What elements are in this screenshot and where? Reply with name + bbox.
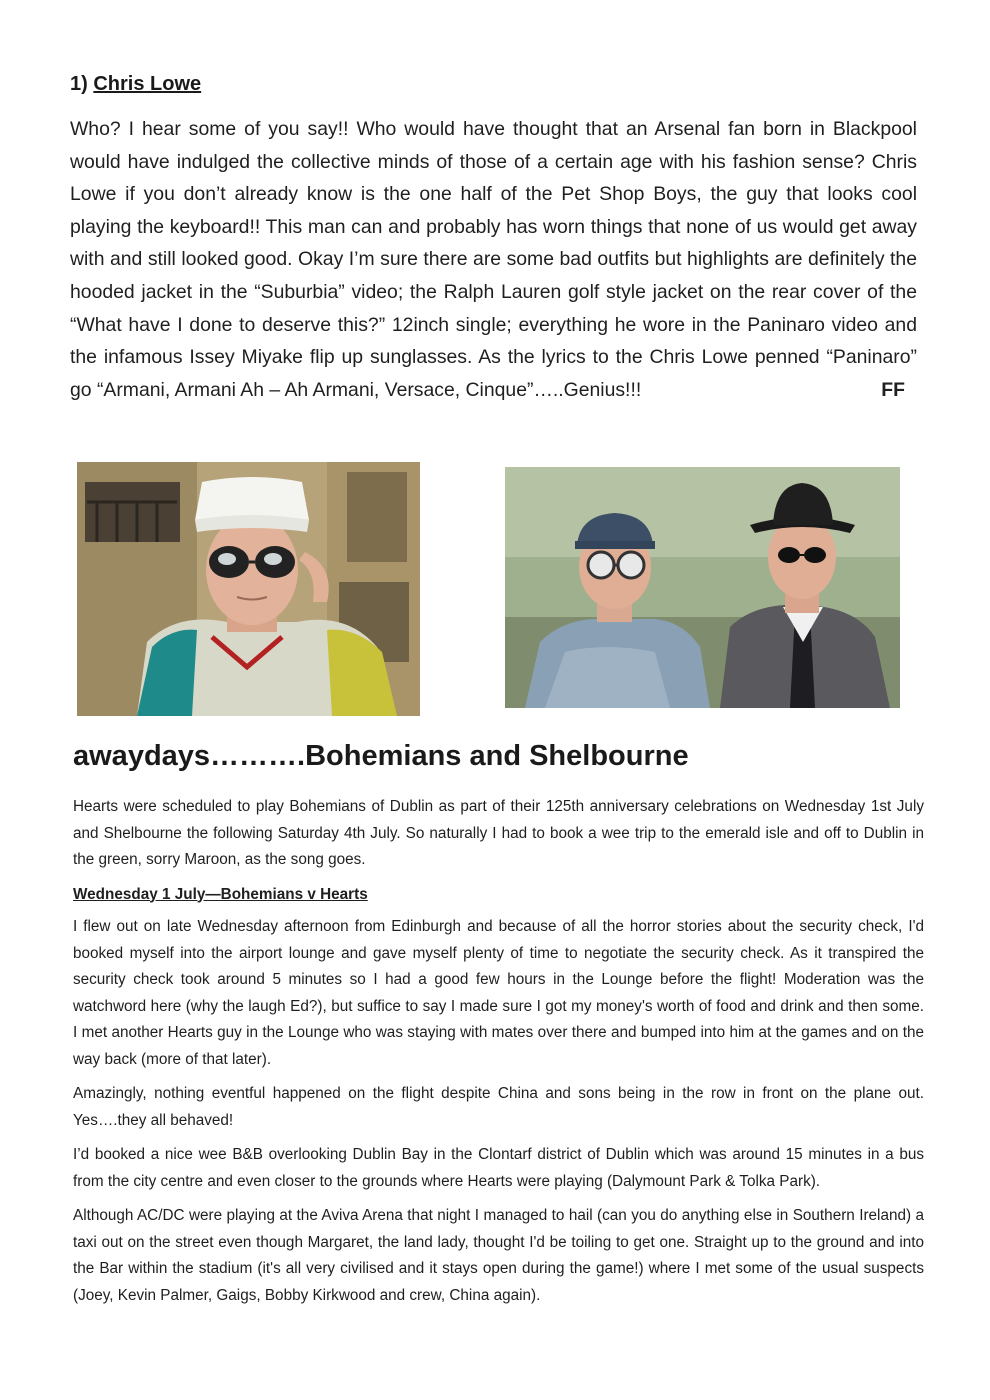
section-number: 1) bbox=[70, 73, 88, 95]
article-paragraph: I’d booked a nice wee B&B overlooking Dublin Bay in the Clontarf district of Dublin which was around 15 minutes in a bus from the city centre and even closer to the grounds where Hearts were playing (Dalymount Park & Tolka Park). bbox=[73, 1146, 924, 1190]
article-subheading: Wednesday 1 July—Bohemians v Hearts bbox=[73, 885, 368, 903]
article-title: awaydays……….Bohemians and Shelbourne bbox=[73, 740, 689, 772]
author-signature: FF bbox=[881, 378, 905, 401]
section-heading bbox=[70, 70, 201, 98]
section-intro-text: Who? I hear some of you say!! Who would have thought that an Arsenal fan born in Blackpool would have indulged the collective minds of those of a certain age with his fashion sense? Chris Lowe if you don’t already know is the one half of the Pet Shop Boys, the guy that looks cool playing the keyboard!! This man can and probably has worn things that none of us would get away with and still looked good. Okay I’m sure there are some bad outfits but highlights are definitely the hooded jacket in the “Suburbia” video; the Ralph Lauren golf style jacket on the rear cover of the “What have I done to deserve this?” 12inch single; everything he wore in the Paninaro video and the infamous Issey Miyake flip up sunglasses. As the lyrics to the Chris Lowe penned “Paninaro” go “Armani, Armani Ah – Ah Armani, Versace, Cinque”…..Genius!!! bbox=[70, 118, 917, 401]
article-paragraph: I flew out on late Wednesday afternoon from Edinburgh and because of all the horror stories about the security check, I'd booked myself into the airport lounge and gave myself plenty of time to negotiate the security check. As it transpired the security check took around 5 minutes so I had a good few hours in the Lounge before the flight! Moderation was the watchword here (why the laugh Ed?), but suffice to say I made sure I got my money's worth of food and drink and then some. I met another Hearts guy in the Lounge who was staying with mates over there and bumped into him at the games and on the way back (more of that later). bbox=[73, 918, 924, 1068]
article-paragraph: Amazingly, nothing eventful happened on the flight despite China and sons being in the row in front on the plane out. Yes….they all behaved! bbox=[73, 1085, 924, 1129]
photo-cowboy-hat bbox=[505, 467, 900, 708]
article-paragraph: Although AC/DC were playing at the Aviva Arena that night I managed to hail (can you do anything else in Southern Ireland) a taxi out on the street even though Margaret, the land lady, thought I'd be toiling to get one. Straight up to the ground and into the Bar within the stadium (it's all very civilised and it stays open during the game!) where I met some of the usual suspects (Joey, Kevin Palmer, Gaigs, Bobby Kirkwood and crew, China again). bbox=[73, 1207, 924, 1304]
section-name: Chris Lowe bbox=[93, 73, 202, 95]
photo-sailor-hat bbox=[77, 462, 420, 716]
article-body bbox=[73, 794, 924, 1317]
article-intro: Hearts were scheduled to play Bohemians of Dublin as part of their 125th anniversary celebrations on Wednesday 1st July and Shelbourne the following Saturday 4th July. So naturally I had to book a wee trip to the emerald isle and off to Dublin in the green, sorry Maroon, as the song goes. bbox=[73, 798, 924, 868]
section-intro bbox=[70, 113, 917, 406]
